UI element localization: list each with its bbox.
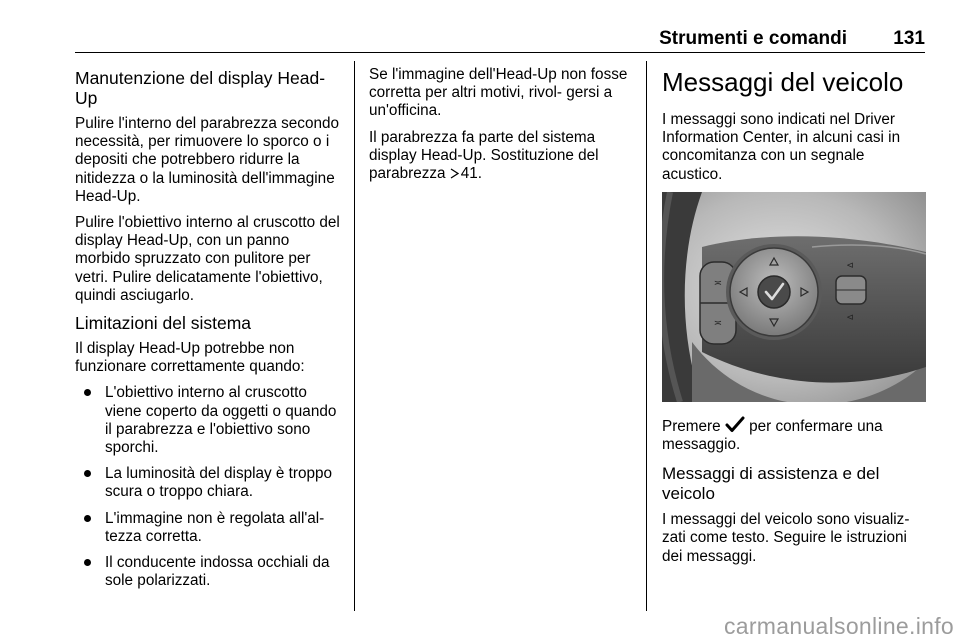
- paragraph-limitations-intro: Il display Head-Up potrebbe non funzionare correttamente quando:: [75, 340, 305, 376]
- paragraph-confirm-message: Premere per confermare una messaggio.: [662, 417, 883, 454]
- paragraph-windshield-cleaning: Pulire l'interno del parabrezza secondo necessità, per rimuovere lo sporco o i depositi che potrebbero ridurre la nitidezza o la luminosità dell'immagine Head-Up.: [75, 115, 339, 205]
- heading-service-messages: Messaggi di assistenza e del veicolo: [662, 464, 880, 504]
- heading-hud-maintenance: Manutenzione del display Head-Up: [75, 68, 326, 108]
- section-title: Strumenti e comandi: [659, 28, 847, 49]
- steering-wheel-controls-image: [662, 192, 926, 402]
- heading-system-limitations: Limitazioni del sistema: [75, 313, 252, 334]
- header-rule: [75, 52, 925, 53]
- list-item: La luminosità del display è troppo scura o troppo chiara.: [75, 465, 345, 501]
- page-number: 131: [893, 28, 925, 49]
- watermark-text: carmanualsonline.info: [723, 613, 954, 639]
- page-header: [75, 28, 925, 52]
- column-middle: [369, 66, 631, 191]
- column-right: [662, 66, 926, 574]
- column-left: [75, 66, 345, 598]
- bullet-icon: [84, 515, 91, 522]
- list-item: L'immagine non è regolata all'al- tezza corretta.: [75, 510, 345, 546]
- paragraph-lens-cleaning: Pulire l'obiettivo interno al cruscotto del display Head-Up, con un panno morbido spruzzato con pulitore per vetri. Pulire delicatamente l'obiettivo, quindi asciugarlo.: [75, 214, 340, 304]
- paragraph-windshield-part: Il parabrezza fa parte del sistema display Head-Up. Sostituzione del parabrezza 41.: [369, 128, 599, 183]
- svg-text:⊲: ⊲: [846, 312, 854, 323]
- svg-text:≍: ≍: [713, 317, 723, 329]
- svg-text:⊲: ⊲: [846, 260, 854, 271]
- svg-text:≍: ≍: [713, 277, 723, 289]
- limitations-list: [75, 384, 345, 590]
- paragraph-workshop: Se l'immagine dell'Head-Up non fosse corretta per altri motivi, rivol- gersi a un'officina.: [369, 66, 628, 120]
- page-reference-icon: [450, 168, 459, 179]
- checkmark-icon: [725, 416, 745, 433]
- title-vehicle-messages: Messaggi del veicolo: [662, 67, 904, 97]
- paragraph-messages-intro: I messaggi sono indicati nel Driver Information Center, in alcuni casi in concomitanza con un segnale acustico.: [662, 111, 901, 183]
- list-item: Il conducente indossa occhiali da sole polarizzati.: [75, 554, 345, 590]
- list-item: L'obiettivo interno al cruscotto viene coperto da oggetti o quando il parabrezza e l'obiettivo sono sporchi.: [75, 384, 345, 457]
- column-divider-1: [354, 61, 355, 611]
- page-reference-link[interactable]: 41.: [460, 165, 483, 183]
- bullet-icon: [84, 559, 91, 566]
- bullet-icon: [84, 389, 91, 396]
- bullet-icon: [84, 470, 91, 477]
- paragraph-messages-body: I messaggi del veicolo sono visualiz- zati come testo. Seguire le istruzioni dei messaggi.: [662, 511, 910, 565]
- column-divider-2: [646, 61, 647, 611]
